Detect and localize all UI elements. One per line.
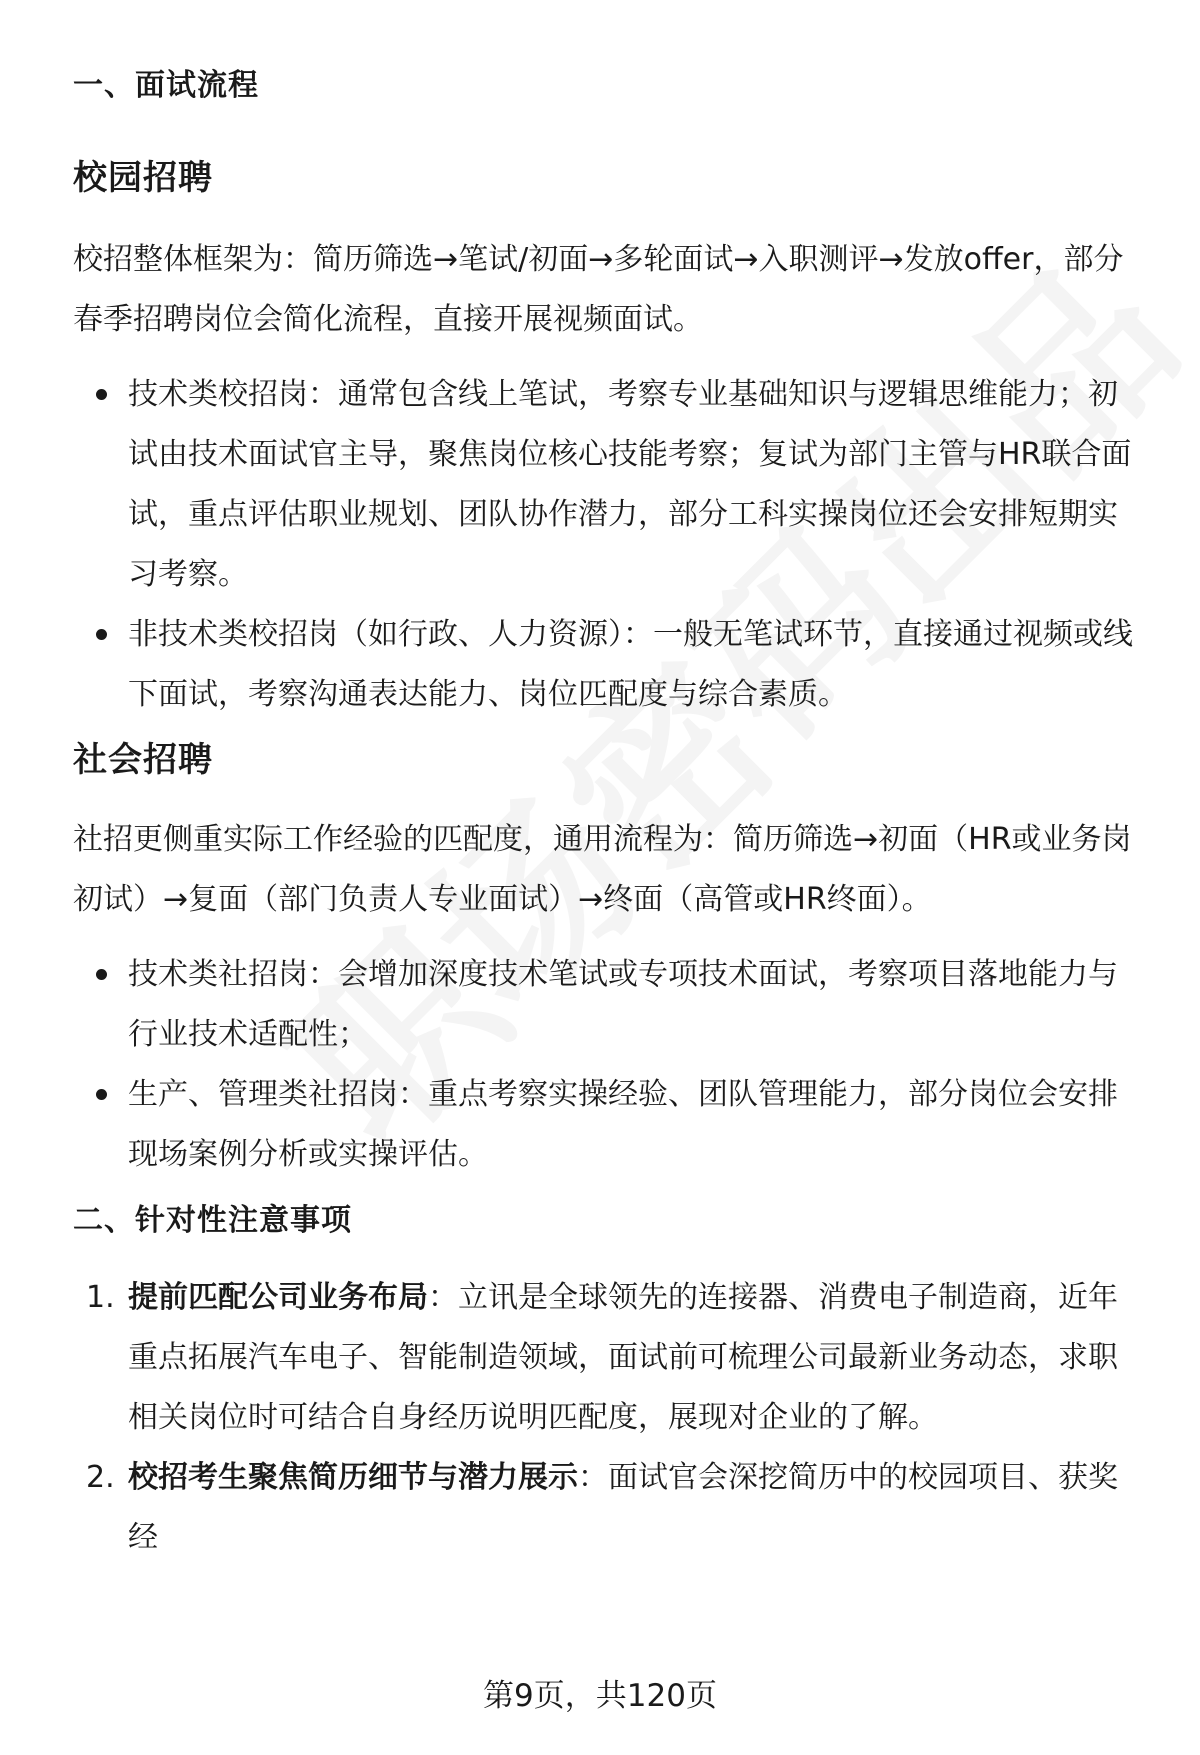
tips-list [0,1268,1200,1568]
social-list [0,945,1200,1185]
bullet-icon [96,969,107,980]
item-text: ：面试官会深挖简历中的校园项目、获奖经 [128,1460,1118,1555]
item-number: 1. [86,1280,115,1315]
social-heading: 社会招聘 [73,740,213,780]
social-intro: 社招更侧重实际工作经验的匹配度，通用流程为：简历筛选→初面（HR或业务岗初试）→复面（部门负责人专业面试）→终面（高管或HR终面）。 [73,822,1132,917]
list-item: 技术类社招岗：会增加深度技术笔试或专项技术面试，考察项目落地能力与行业技术适配性； [0,945,1200,1065]
bullet-icon [96,1089,107,1100]
campus-intro: 校招整体框架为：简历筛选→笔试/初面→多轮面试→入职测评→发放offer，部分春季招聘岗位会简化流程，直接开展视频面试。 [73,242,1124,337]
section-1-title: 一、面试流程 [73,68,259,103]
bullet-icon [96,629,107,640]
section-2-title: 二、针对性注意事项 [73,1203,352,1238]
campus-heading: 校园招聘 [73,158,213,198]
list-item: 技术类校招岗：通常包含线上笔试，考察专业基础知识与逻辑思维能力；初试由技术面试官主导，聚焦岗位核心技能考察；复试为部门主管与HR联合面试，重点评估职业规划、团队协作潜力，部分工科实操岗位还会安排短期实习考察。 [0,365,1200,605]
list-item [0,1268,1200,1448]
item-lead: 提前匹配公司业务布局 [128,1280,428,1315]
bullet-icon [96,389,107,400]
item-number: 2. [86,1460,115,1495]
list-item [0,1448,1200,1568]
page-footer: 第9页，共120页 [483,1678,717,1714]
campus-list [0,365,1200,725]
list-item: 生产、管理类社招岗：重点考察实操经验、团队管理能力，部分岗位会安排现场案例分析或实操评估。 [0,1065,1200,1185]
item-text: ：立讯是全球领先的连接器、消费电子制造商，近年重点拓展汽车电子、智能制造领域，面试前可梳理公司最新业务动态，求职相关岗位时可结合自身经历说明匹配度，展现对企业的了解。 [128,1280,1118,1435]
list-item: 非技术类校招岗（如行政、人力资源）：一般无笔试环节，直接通过视频或线下面试，考察沟通表达能力、岗位匹配度与综合素质。 [0,605,1200,725]
item-lead: 校招考生聚焦简历细节与潜力展示 [128,1460,578,1495]
